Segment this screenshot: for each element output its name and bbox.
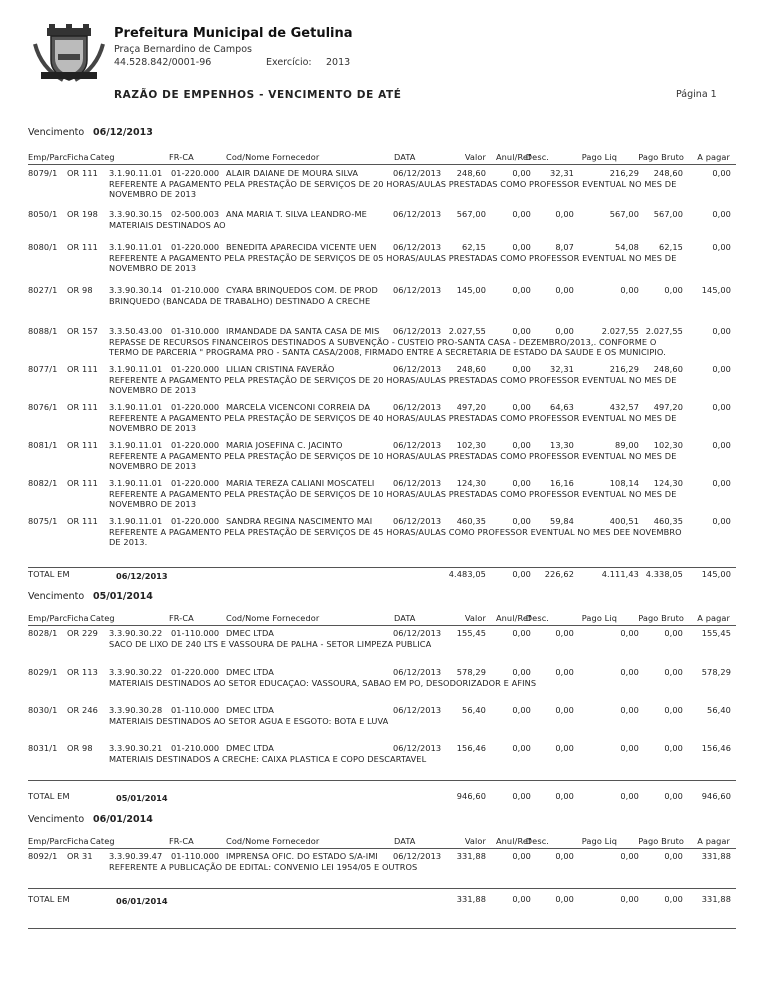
- total-anul: 0,00: [512, 791, 531, 801]
- column-header: Valor: [464, 836, 486, 846]
- row-anul: 0,00: [512, 478, 531, 488]
- row-desc: 0,00: [555, 851, 574, 861]
- row-valor: 56,40: [462, 705, 486, 715]
- row-data: 06/12/2013: [393, 743, 442, 753]
- row-emp: 8092/1: [28, 851, 58, 861]
- row-desc: 0,00: [555, 705, 574, 715]
- row-data: 06/12/2013: [393, 402, 442, 412]
- total-liq: 0,00: [620, 791, 639, 801]
- row-historico-cont: DE 2013.: [109, 537, 148, 547]
- row-categ: 3.3.90.30.22: [109, 628, 163, 638]
- row-apagar: 578,29: [701, 667, 731, 677]
- row-bruto: 62,15: [659, 242, 683, 252]
- column-header: FR-CA: [169, 152, 194, 162]
- row-forn: MARIA JOSEFINA C. JACINTO: [226, 440, 343, 450]
- column-header: FR-CA: [169, 836, 194, 846]
- column-header: FR-CA: [169, 613, 194, 623]
- total-liq: 0,00: [620, 894, 639, 904]
- row-desc: 0,00: [555, 285, 574, 295]
- row-desc: 16,16: [550, 478, 574, 488]
- total-desc: 226,62: [544, 569, 574, 579]
- row-frca: 01-220.000: [171, 242, 220, 252]
- row-bruto: 567,00: [653, 209, 683, 219]
- vencimento-label: Vencimento: [28, 127, 85, 138]
- row-bruto: 102,30: [653, 440, 683, 450]
- row-categ: 3.3.90.30.22: [109, 667, 163, 677]
- row-categ: 3.3.90.39.47: [109, 851, 163, 861]
- row-anul: 0,00: [512, 440, 531, 450]
- row-ficha: OR 229: [67, 628, 98, 638]
- row-data: 06/12/2013: [393, 285, 442, 295]
- column-header: Pago Liq: [581, 836, 617, 846]
- row-data: 06/12/2013: [393, 364, 442, 374]
- row-desc: 0,00: [555, 743, 574, 753]
- row-historico: REFERENTE A PAGAMENTO PELA PRESTAÇÃO DE SERVIÇOS DE 20 HORAS/AULAS PRESTADAS COMO PROFESSOR EVENTUAL NO MES DE: [109, 179, 677, 189]
- column-header: DATA: [394, 613, 416, 623]
- column-header: Categ: [90, 836, 115, 846]
- org-address: Praça Bernardino de Campos: [114, 44, 252, 55]
- row-historico: MATERIAIS DESTINADOS A CRECHE: CAIXA PLASTICA E COPO DESCARTAVEL: [109, 754, 427, 764]
- row-data: 06/12/2013: [393, 326, 442, 336]
- header-divider: [28, 625, 736, 626]
- total-date: 06/01/2014: [116, 896, 168, 906]
- row-forn: DMEC LTDA: [226, 743, 274, 753]
- row-categ: 3.3.90.30.28: [109, 705, 163, 715]
- row-anul: 0,00: [512, 209, 531, 219]
- row-emp: 8031/1: [28, 743, 58, 753]
- row-historico: BRINQUEDO (BANCADA DE TRABALHO) DESTINADO A CRECHE: [109, 296, 371, 306]
- total-valor: 946,60: [456, 791, 486, 801]
- row-apagar: 0,00: [712, 516, 731, 526]
- column-header: Pago Bruto: [638, 836, 684, 846]
- column-header: Emp/Parc: [28, 836, 68, 846]
- column-header: Pago Liq: [581, 613, 617, 623]
- vencimento-date: 06/01/2014: [93, 814, 153, 825]
- row-anul: 0,00: [512, 168, 531, 178]
- row-desc: 0,00: [555, 667, 574, 677]
- row-categ: 3.1.90.11.01: [109, 364, 163, 374]
- row-liq: 108,14: [609, 478, 639, 488]
- row-ficha: OR 157: [67, 326, 98, 336]
- column-header: Desc.: [525, 836, 549, 846]
- row-valor: 62,15: [462, 242, 486, 252]
- exercicio-value: 2013: [326, 57, 351, 68]
- row-liq: 0,00: [620, 851, 639, 861]
- row-forn: MARCELA VICENCONI CORREIA DA: [226, 402, 371, 412]
- row-bruto: 248,60: [653, 168, 683, 178]
- report-title: RAZÃO DE EMPENHOS - VENCIMENTO DE ATÉ: [114, 89, 402, 101]
- row-emp: 8088/1: [28, 326, 58, 336]
- row-ficha: OR 98: [67, 743, 93, 753]
- org-name: Prefeitura Municipal de Getulina: [114, 26, 353, 41]
- row-frca: 01-210.000: [171, 743, 220, 753]
- row-desc: 0,00: [555, 209, 574, 219]
- column-header: Cod/Nome Fornecedor: [226, 152, 320, 162]
- row-anul: 0,00: [512, 516, 531, 526]
- row-liq: 0,00: [620, 628, 639, 638]
- row-data: 06/12/2013: [393, 516, 442, 526]
- column-header: Categ: [90, 613, 115, 623]
- row-liq: 0,00: [620, 285, 639, 295]
- total-date: 05/01/2014: [116, 793, 168, 803]
- row-frca: 01-210.000: [171, 285, 220, 295]
- column-header: DATA: [394, 836, 416, 846]
- row-desc: 0,00: [555, 628, 574, 638]
- row-data: 06/12/2013: [393, 242, 442, 252]
- row-apagar: 331,88: [701, 851, 731, 861]
- row-liq: 432,57: [609, 402, 639, 412]
- row-ficha: OR 111: [67, 364, 98, 374]
- row-valor: 2.027,55: [448, 326, 486, 336]
- row-apagar: 0,00: [712, 478, 731, 488]
- row-data: 06/12/2013: [393, 667, 442, 677]
- row-frca: 01-310.000: [171, 326, 220, 336]
- row-anul: 0,00: [512, 326, 531, 336]
- row-frca: 01-220.000: [171, 516, 220, 526]
- page-end-divider: [28, 928, 736, 929]
- total-bruto: 0,00: [664, 791, 683, 801]
- row-liq: 0,00: [620, 743, 639, 753]
- row-bruto: 0,00: [664, 667, 683, 677]
- row-categ: 3.3.90.30.21: [109, 743, 163, 753]
- row-liq: 89,00: [615, 440, 639, 450]
- row-categ: 3.3.90.30.14: [109, 285, 163, 295]
- row-liq: 216,29: [609, 168, 639, 178]
- total-liq: 4.111,43: [601, 569, 639, 579]
- row-valor: 567,00: [456, 209, 486, 219]
- row-bruto: 0,00: [664, 705, 683, 715]
- total-label: TOTAL EM: [28, 569, 70, 579]
- row-historico-cont: NOVEMBRO DE 2013: [109, 385, 197, 395]
- row-categ: 3.1.90.11.01: [109, 516, 163, 526]
- row-forn: LILIAN CRISTINA FAVERÃO: [226, 364, 335, 374]
- column-header: Pago Liq: [581, 152, 617, 162]
- column-header: Emp/Parc: [28, 613, 68, 623]
- row-desc: 8,07: [555, 242, 574, 252]
- municipal-coat-of-arms-logo: [33, 24, 105, 84]
- row-historico: MATERIAIS DESTINADOS AO SETOR AGUA E ESGOTO: BOTA E LUVA: [109, 716, 389, 726]
- row-liq: 216,29: [609, 364, 639, 374]
- row-frca: 01-110.000: [171, 851, 220, 861]
- row-anul: 0,00: [512, 402, 531, 412]
- row-data: 06/12/2013: [393, 168, 442, 178]
- row-valor: 331,88: [456, 851, 486, 861]
- row-historico: REFERENTE A PAGAMENTO PELA PRESTAÇÃO DE SERVIÇOS DE 10 HORAS/AULAS PRESTADAS COMO PROFESSOR EVENTUAL NO MES DE: [109, 451, 677, 461]
- row-bruto: 248,60: [653, 364, 683, 374]
- row-frca: 01-220.000: [171, 364, 220, 374]
- row-categ: 3.3.50.43.00: [109, 326, 163, 336]
- row-forn: DMEC LTDA: [226, 705, 274, 715]
- header-divider: [28, 848, 736, 849]
- row-anul: 0,00: [512, 667, 531, 677]
- column-header: Pago Bruto: [638, 152, 684, 162]
- row-bruto: 124,30: [653, 478, 683, 488]
- row-emp: 8030/1: [28, 705, 58, 715]
- row-ficha: OR 31: [67, 851, 93, 861]
- row-frca: 01-110.000: [171, 705, 220, 715]
- row-liq: 0,00: [620, 667, 639, 677]
- row-frca: 01-110.000: [171, 628, 220, 638]
- row-apagar: 145,00: [701, 285, 731, 295]
- row-emp: 8027/1: [28, 285, 58, 295]
- column-header: Ficha: [67, 613, 89, 623]
- row-forn: DMEC LTDA: [226, 628, 274, 638]
- row-apagar: 0,00: [712, 209, 731, 219]
- total-bruto: 0,00: [664, 894, 683, 904]
- column-header: Desc.: [525, 613, 549, 623]
- row-emp: 8080/1: [28, 242, 58, 252]
- row-data: 06/12/2013: [393, 209, 442, 219]
- total-apagar: 331,88: [701, 894, 731, 904]
- row-forn: DMEC LTDA: [226, 667, 274, 677]
- row-apagar: 0,00: [712, 326, 731, 336]
- row-emp: 8082/1: [28, 478, 58, 488]
- row-emp: 8028/1: [28, 628, 58, 638]
- column-header: Categ: [90, 152, 115, 162]
- row-forn: MARIA TEREZA CALIANI MOSCATELI: [226, 478, 375, 488]
- total-anul: 0,00: [512, 569, 531, 579]
- total-divider: [28, 888, 736, 889]
- row-categ: 3.1.90.11.01: [109, 440, 163, 450]
- row-desc: 0,00: [555, 326, 574, 336]
- row-historico: REFERENTE A PUBLICAÇÃO DE EDITAL: CONVENIO LEI 1954/05 E OUTROS: [109, 862, 418, 872]
- row-valor: 578,29: [456, 667, 486, 677]
- row-forn: ANA MARIA T. SILVA LEANDRO-ME: [226, 209, 367, 219]
- row-forn: IMPRENSA OFIC. DO ESTADO S/A-IMI: [226, 851, 378, 861]
- row-ficha: OR 111: [67, 516, 98, 526]
- column-header: A pagar: [697, 836, 730, 846]
- row-bruto: 0,00: [664, 628, 683, 638]
- row-categ: 3.1.90.11.01: [109, 168, 163, 178]
- row-desc: 64,63: [550, 402, 574, 412]
- total-date: 06/12/2013: [116, 571, 168, 581]
- row-historico: SACO DE LIXO DE 240 LTS E VASSOURA DE PALHA - SETOR LIMPEZA PUBLICA: [109, 639, 432, 649]
- row-data: 06/12/2013: [393, 478, 442, 488]
- total-anul: 0,00: [512, 894, 531, 904]
- row-emp: 8076/1: [28, 402, 58, 412]
- row-data: 06/12/2013: [393, 705, 442, 715]
- row-liq: 400,51: [609, 516, 639, 526]
- row-emp: 8050/1: [28, 209, 58, 219]
- row-forn: CYARA BRINQUEDOS COM. DE PROD: [226, 285, 378, 295]
- row-historico: MATERIAIS DESTINADOS AO SETOR EDUCAÇAO: VASSOURA, SABAO EM PO, DESODORIZADOR E AFINS: [109, 678, 537, 688]
- row-historico: REFERENTE A PAGAMENTO PELA PRESTAÇÃO DE SERVIÇOS DE 40 HORAS/AULAS PRESTADAS COMO PROFESSOR EVENTUAL NO MES DE: [109, 413, 677, 423]
- column-header: Anul/Ref: [495, 613, 531, 623]
- row-anul: 0,00: [512, 364, 531, 374]
- row-desc: 59,84: [550, 516, 574, 526]
- row-historico-cont: NOVEMBRO DE 2013: [109, 189, 197, 199]
- column-header: DATA: [394, 152, 416, 162]
- row-liq: 567,00: [609, 209, 639, 219]
- row-emp: 8077/1: [28, 364, 58, 374]
- row-apagar: 155,45: [701, 628, 731, 638]
- row-data: 06/12/2013: [393, 440, 442, 450]
- row-anul: 0,00: [512, 285, 531, 295]
- row-bruto: 497,20: [653, 402, 683, 412]
- row-frca: 01-220.000: [171, 440, 220, 450]
- row-historico-cont: TERMO DE PARCERIA " PROGRAMA PRO - SANTA CASA/2008, FIRMADO ENTRE A SECRETARIA DE ESTADO DA SAUDE E OS MUNICIPIO.: [109, 347, 666, 357]
- row-historico: MATERIAIS DESTINADOS AO: [109, 220, 226, 230]
- row-bruto: 460,35: [653, 516, 683, 526]
- row-valor: 156,46: [456, 743, 486, 753]
- total-bruto: 4.338,05: [645, 569, 683, 579]
- total-valor: 331,88: [456, 894, 486, 904]
- total-valor: 4.483,05: [448, 569, 486, 579]
- row-apagar: 56,40: [707, 705, 731, 715]
- column-header: Anul/Ref: [495, 836, 531, 846]
- row-bruto: 0,00: [664, 285, 683, 295]
- row-frca: 02-500.003: [171, 209, 220, 219]
- row-data: 06/12/2013: [393, 851, 442, 861]
- total-divider: [28, 567, 736, 568]
- row-historico: REFERENTE A PAGAMENTO PELA PRESTAÇÃO DE SERVIÇOS DE 45 HORAS/AULAS COMO PROFESSOR EVENTUAL NO MES DEE NOVEMBRO: [109, 527, 682, 537]
- row-frca: 01-220.000: [171, 168, 220, 178]
- row-emp: 8079/1: [28, 168, 58, 178]
- column-header: Ficha: [67, 836, 89, 846]
- row-emp: 8075/1: [28, 516, 58, 526]
- row-desc: 32,31: [550, 364, 574, 374]
- row-valor: 145,00: [456, 285, 486, 295]
- total-desc: 0,00: [555, 894, 574, 904]
- column-header: Cod/Nome Fornecedor: [226, 613, 320, 623]
- row-historico: REPASSE DE RECURSOS FINANCEIROS DESTINADOS A SUBVENÇÃO - CUSTEIO PRO-SANTA CASA - DEZEMBRO/2013,. CONFORME O: [109, 337, 657, 347]
- row-valor: 102,30: [456, 440, 486, 450]
- vencimento-label: Vencimento: [28, 591, 85, 602]
- org-cnpj: 44.528.842/0001-96: [114, 57, 212, 68]
- row-historico-cont: NOVEMBRO DE 2013: [109, 499, 197, 509]
- total-divider: [28, 780, 736, 781]
- total-apagar: 145,00: [701, 569, 731, 579]
- column-header: Valor: [464, 152, 486, 162]
- column-header: Desc.: [525, 152, 549, 162]
- row-categ: 3.1.90.11.01: [109, 478, 163, 488]
- row-liq: 2.027,55: [601, 326, 639, 336]
- row-ficha: OR 98: [67, 285, 93, 295]
- row-ficha: OR 111: [67, 478, 98, 488]
- column-header: Emp/Parc: [28, 152, 68, 162]
- row-anul: 0,00: [512, 743, 531, 753]
- row-forn: BENEDITA APARECIDA VICENTE UEN: [226, 242, 377, 252]
- row-emp: 8029/1: [28, 667, 58, 677]
- row-frca: 01-220.000: [171, 667, 220, 677]
- row-apagar: 0,00: [712, 168, 731, 178]
- page-number: Página 1: [676, 89, 717, 100]
- row-bruto: 0,00: [664, 743, 683, 753]
- column-header: Ficha: [67, 152, 89, 162]
- total-label: TOTAL EM: [28, 894, 70, 904]
- column-header: A pagar: [697, 613, 730, 623]
- row-forn: IRMANDADE DA SANTA CASA DE MIS: [226, 326, 380, 336]
- row-bruto: 2.027,55: [645, 326, 683, 336]
- row-emp: 8081/1: [28, 440, 58, 450]
- row-categ: 3.1.90.11.01: [109, 402, 163, 412]
- row-historico: REFERENTE A PAGAMENTO PELA PRESTAÇÃO DE SERVIÇOS DE 05 HORAS/AULAS PRESTADAS COMO PROFESSOR EVENTUAL NO MES DE: [109, 253, 677, 263]
- row-ficha: OR 111: [67, 440, 98, 450]
- vencimento-date: 06/12/2013: [93, 127, 153, 138]
- row-apagar: 0,00: [712, 364, 731, 374]
- row-historico-cont: NOVEMBRO DE 2013: [109, 461, 197, 471]
- vencimento-date: 05/01/2014: [93, 591, 153, 602]
- total-desc: 0,00: [555, 791, 574, 801]
- row-frca: 01-220.000: [171, 478, 220, 488]
- row-categ: 3.1.90.11.01: [109, 242, 163, 252]
- row-ficha: OR 111: [67, 402, 98, 412]
- column-header: Cod/Nome Fornecedor: [226, 836, 320, 846]
- row-apagar: 0,00: [712, 440, 731, 450]
- row-valor: 497,20: [456, 402, 486, 412]
- row-valor: 155,45: [456, 628, 486, 638]
- row-valor: 460,35: [456, 516, 486, 526]
- row-valor: 124,30: [456, 478, 486, 488]
- row-categ: 3.3.90.30.15: [109, 209, 163, 219]
- row-anul: 0,00: [512, 851, 531, 861]
- row-valor: 248,60: [456, 364, 486, 374]
- row-forn: ALAIR DAIANE DE MOURA SILVA: [226, 168, 359, 178]
- row-data: 06/12/2013: [393, 628, 442, 638]
- column-header: Pago Bruto: [638, 613, 684, 623]
- exercicio-label: Exercício:: [266, 57, 312, 68]
- row-desc: 13,30: [550, 440, 574, 450]
- row-historico-cont: NOVEMBRO DE 2013: [109, 423, 197, 433]
- row-frca: 01-220.000: [171, 402, 220, 412]
- row-ficha: OR 246: [67, 705, 98, 715]
- row-valor: 248,60: [456, 168, 486, 178]
- row-ficha: OR 111: [67, 242, 98, 252]
- row-apagar: 156,46: [701, 743, 731, 753]
- row-ficha: OR 113: [67, 667, 98, 677]
- total-apagar: 946,60: [701, 791, 731, 801]
- row-historico: REFERENTE A PAGAMENTO PELA PRESTAÇÃO DE SERVIÇOS DE 20 HORAS/AULAS PRESTADAS COMO PROFESSOR EVENTUAL NO MES DE: [109, 375, 677, 385]
- row-ficha: OR 198: [67, 209, 98, 219]
- row-ficha: OR 111: [67, 168, 98, 178]
- row-historico: REFERENTE A PAGAMENTO PELA PRESTAÇÃO DE SERVIÇOS DE 10 HORAS/AULAS PRESTADAS COMO PROFESSOR EVENTUAL NO MES DE: [109, 489, 677, 499]
- row-forn: SANDRA REGINA NASCIMENTO MAI: [226, 516, 373, 526]
- row-apagar: 0,00: [712, 242, 731, 252]
- row-anul: 0,00: [512, 242, 531, 252]
- column-header: A pagar: [697, 152, 730, 162]
- row-apagar: 0,00: [712, 402, 731, 412]
- vencimento-label: Vencimento: [28, 814, 85, 825]
- row-liq: 0,00: [620, 705, 639, 715]
- row-historico-cont: NOVEMBRO DE 2013: [109, 263, 197, 273]
- row-liq: 54,08: [615, 242, 639, 252]
- column-header: Anul/Ref: [495, 152, 531, 162]
- total-label: TOTAL EM: [28, 791, 70, 801]
- row-anul: 0,00: [512, 628, 531, 638]
- row-desc: 32,31: [550, 168, 574, 178]
- row-bruto: 0,00: [664, 851, 683, 861]
- row-anul: 0,00: [512, 705, 531, 715]
- column-header: Valor: [464, 613, 486, 623]
- header-divider: [28, 164, 736, 165]
